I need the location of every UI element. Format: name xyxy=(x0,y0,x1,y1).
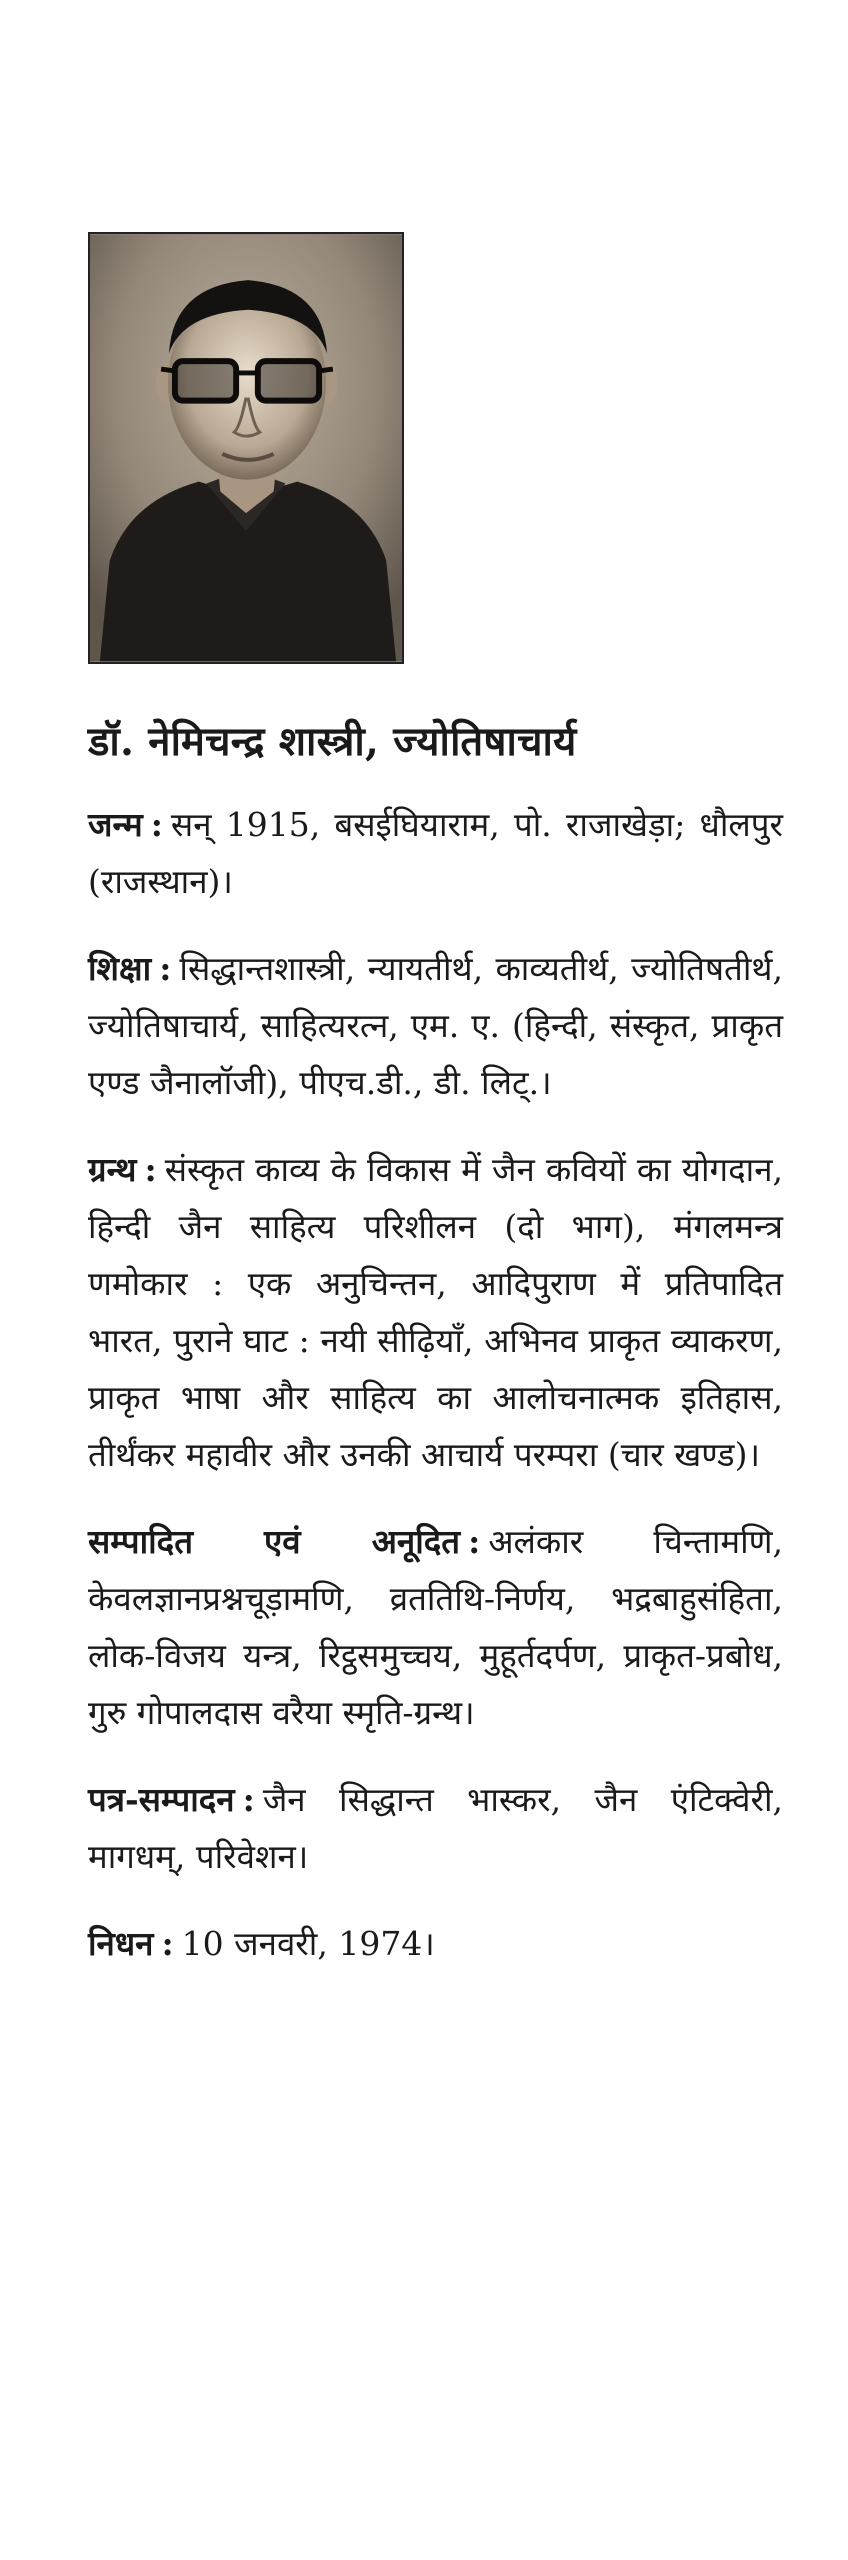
entry-separator: : xyxy=(144,1150,157,1189)
portrait-illustration xyxy=(90,234,402,662)
entry-text: सिद्धान्तशास्त्री, न्यायतीर्थ, काव्यतीर्थ, ज्योतिषतीर्थ, ज्योतिषाचार्य, साहित्यरत्न, एम. ए. (हिन्दी, संस्कृत, प्राकृत एण्ड जैनालॉजी), पीएच.डी., डी. लिट्.। xyxy=(88,949,783,1102)
entry-separator: : xyxy=(161,1924,174,1963)
entry-text: संस्कृत काव्य के विकास में जैन कवियों का योगदान, हिन्दी जैन साहित्य परिशीलन (दो भाग), मंगलमन्त्र णमोकार : एक अनुचिन्तन, आदिपुराण में प्रतिपादित भारत, पुराने घाट : नयी सीढ़ियाँ, अभिनव प्राकृत व्याकरण, प्राकृत भाषा और साहित्य का आलोचनात्मक इतिहास, तीर्थंकर महावीर और उनकी आचार्य परम्परा (चार खण्ड)। xyxy=(88,1150,783,1474)
author-name: डॉ. नेमिचन्द्र शास्त्री, ज्योतिषाचार्य xyxy=(88,718,577,765)
entry-text: सन् 1915, बसईघियाराम, पो. राजाखेड़ा; धौलपुर (राजस्थान)। xyxy=(88,805,783,901)
author-portrait-photo xyxy=(88,232,404,664)
entry-separator: : xyxy=(242,1780,255,1819)
author-bio-page xyxy=(88,232,783,1972)
entry-text: जैन सिद्धान्त भास्कर, जैन एंटिक्वेरी, मागधम्, परिवेशन। xyxy=(88,1780,783,1876)
entry-separator: : xyxy=(159,949,172,988)
entry-label: सम्पादित एवं अनूदित xyxy=(88,1522,461,1561)
entry-separator: : xyxy=(468,1522,481,1561)
entry-label: पत्र-सम्पादन xyxy=(88,1780,235,1819)
bio-entry-education xyxy=(88,940,783,1111)
entry-label: निधन xyxy=(88,1924,154,1963)
entry-separator: : xyxy=(150,805,163,844)
bio-entry-death xyxy=(88,1915,783,1972)
bio-entry-works xyxy=(88,1141,783,1483)
entry-label: शिक्षा xyxy=(88,949,152,988)
bio-entry-birth xyxy=(88,796,783,910)
bio-entry-journal-editing xyxy=(88,1771,783,1885)
bio-entry-edited-translated xyxy=(88,1513,783,1741)
entry-text: 10 जनवरी, 1974। xyxy=(181,1924,435,1963)
entry-label: जन्म xyxy=(88,805,143,844)
entry-text: अलंकार चिन्तामणि, केवलज्ञानप्रश्नचूड़ामणि, व्रततिथि-निर्णय, भद्रबाहुसंहिता, लोक-विजय यन्त्र, रिट्ठसमुच्चय, मुहूर्तदर्पण, प्राकृत-प्रबोध, गुरु गोपालदास वरैया स्मृति-ग्रन्थ। xyxy=(88,1522,783,1732)
entry-label: ग्रन्थ xyxy=(88,1150,137,1189)
